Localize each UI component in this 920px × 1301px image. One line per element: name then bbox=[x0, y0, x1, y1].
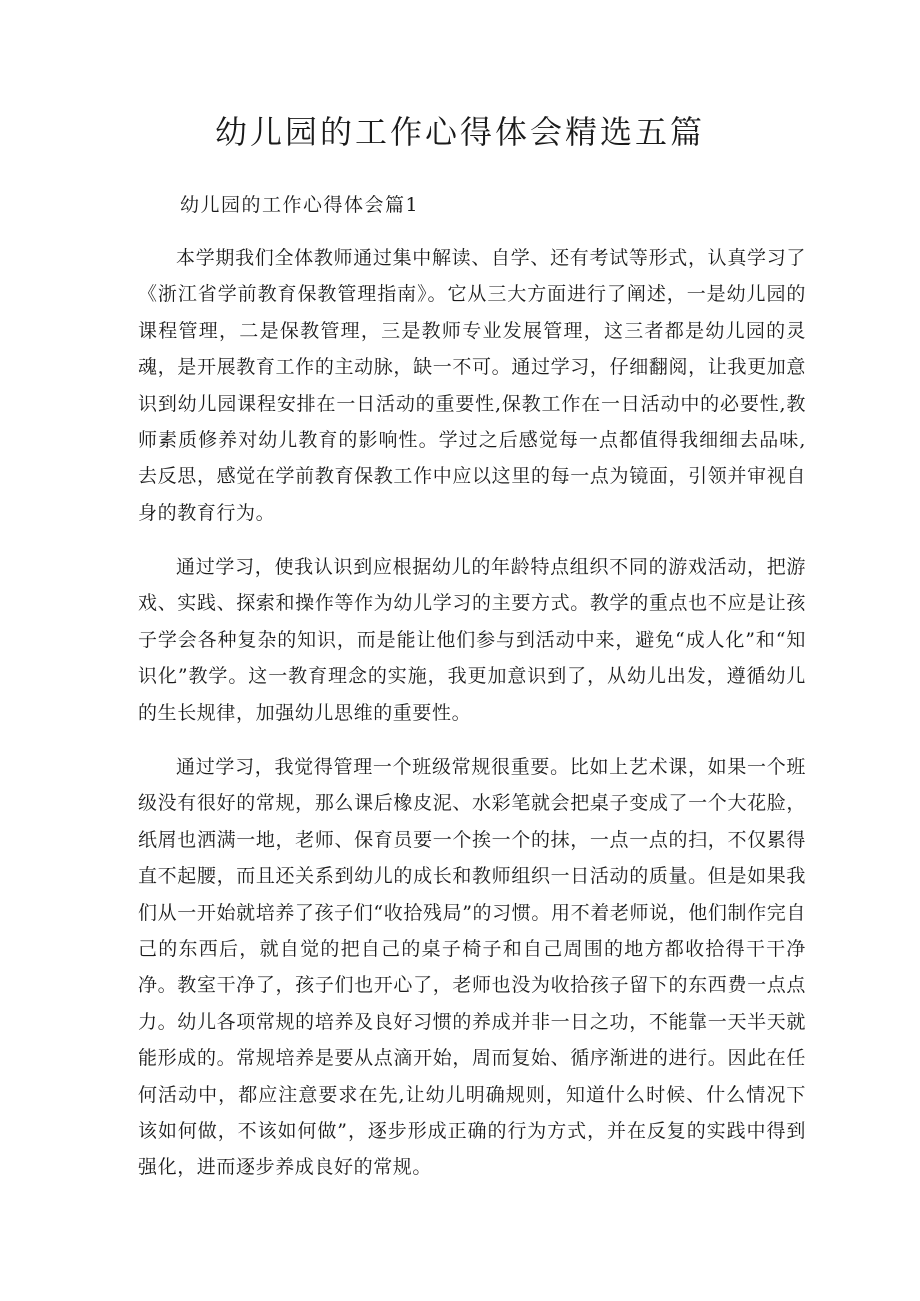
paragraph-1: 本学期我们全体教师通过集中解读、自学、还有考试等形式，认真学习了《浙江省学前教育保教管理指南》。它从三大方面进行了阐述，一是幼儿园的课程管理，二是保教管理，三是教师专业发展管理，这三者都是幼儿园的灵魂，是开展教育工作的主动脉，缺一不可。通过学习，仔细翻阅，让我更加意识到幼儿园课程安排在一日活动的重要性,保教工作在一日活动中的必要性,教师素质修养对幼儿教育的影响性。学过之后感觉每一点都值得我细细去品味,去反思，感觉在学前教育保教工作中应以这里的每一点为镜面，引领并审视自身的教育行为。 bbox=[138, 247, 806, 524]
section-heading: 幼儿园的工作心得体会篇1 bbox=[180, 194, 420, 216]
paragraph-2: 通过学习，使我认识到应根据幼儿的年龄特点组织不同的游戏活动，把游戏、实践、探索和操作等作为幼儿学习的主要方式。教学的重点也不应是让孩子学会各种复杂的知识，而是能让他们参与到活动中来，避免“成人化”和“知识化”教学。这一教育理念的实施，我更加意识到了，从幼儿出发，遵循幼儿的生长规律，加强幼儿思维的重要性。 bbox=[138, 556, 806, 724]
paragraph-3: 通过学习，我觉得管理一个班级常规很重要。比如上艺术课，如果一个班级没有很好的常规，那么课后橡皮泥、水彩笔就会把桌子变成了一个大花脸，纸屑也洒满一地，老师、保育员要一个挨一个的抹，一点一点的扫，不仅累得直不起腰，而且还关系到幼儿的成长和教师组织一日活动的质量。但是如果我们从一开始就培养了孩子们“收拾残局”的习惯。用不着老师说，他们制作完自己的东西后，就自觉的把自己的桌子椅子和自己周围的地方都收拾得干干净净。教室干净了，孩子们也开心了，老师也没为收拾孩子留下的东西费一点点力。幼儿各项常规的培养及良好习惯的养成并非一日之功，不能靠一天半天就能形成的。常规培养是要从点滴开始，周而复始、循序渐进的进行。因此在任何活动中，都应注意要求在先,让幼儿明确规则，知道什么时候、什么情况下该如何做，不该如何做”，逐步形成正确的行为方式，并在反复的实践中得到强化，进而逐步养成良好的常规。 bbox=[138, 756, 806, 1179]
document-title: 幼儿园的工作心得体会精选五篇 bbox=[214, 113, 705, 151]
